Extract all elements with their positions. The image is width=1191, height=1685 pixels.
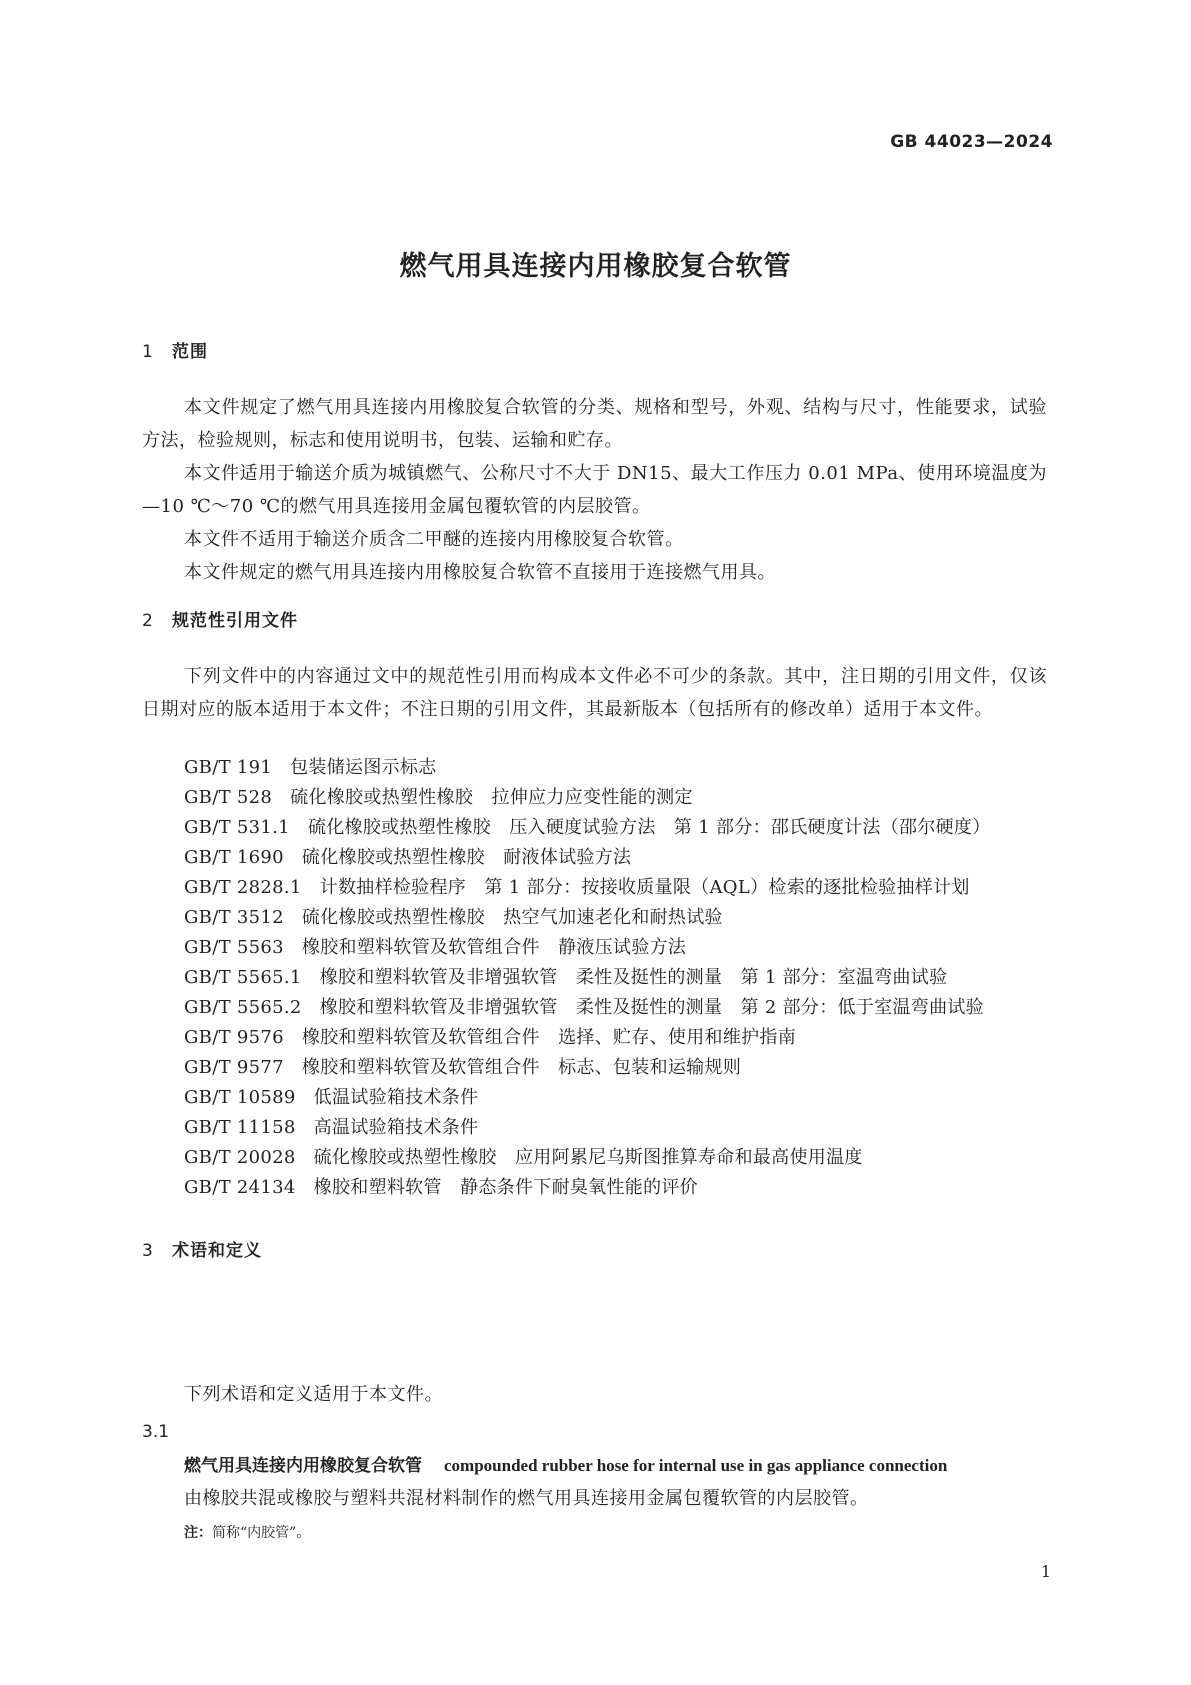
- reference-item: [184, 1142, 863, 1174]
- reference-code: GB/T 5563: [184, 937, 284, 958]
- reference-title: 硫化橡胶或热塑性橡胶 拉伸应力应变性能的测定: [290, 787, 693, 808]
- reference-title: 橡胶和塑料软管 静态条件下耐臭氧性能的评价: [313, 1177, 698, 1198]
- reference-code: GB/T 5565.1: [184, 967, 302, 988]
- reference-item: [184, 752, 437, 784]
- scope-paragraph: 本文件不适用于输送介质含二甲醚的连接内用橡胶复合软管。: [184, 529, 684, 550]
- reference-title: 包装储运图示标志: [290, 757, 437, 778]
- reference-code: GB/T 5565.2: [184, 997, 302, 1018]
- section-3-heading: [142, 1236, 262, 1261]
- reference-code: GB/T 10589: [184, 1087, 296, 1108]
- reference-title: 低温试验箱技术条件: [313, 1087, 479, 1108]
- reference-item: [184, 1052, 741, 1084]
- section-number: 2: [142, 611, 154, 631]
- term-entry: [184, 1451, 947, 1476]
- reference-item: [184, 1082, 478, 1114]
- reference-item: [184, 1172, 698, 1204]
- standard-code: GB 44023—2024: [890, 132, 1053, 152]
- reference-title: 橡胶和塑料软管及软管组合件 选择、贮存、使用和维护指南: [301, 1027, 797, 1048]
- reference-title: 硫化橡胶或热塑性橡胶 压入硬度试验方法 第 1 部分：邵氏硬度计法（邵尔硬度）: [307, 817, 991, 838]
- reference-item: [184, 842, 631, 874]
- reference-item: [184, 962, 947, 994]
- reference-item: [184, 812, 991, 844]
- reference-title: 橡胶和塑料软管及非增强软管 柔性及挺性的测量 第 1 部分：室温弯曲试验: [319, 967, 948, 988]
- reference-item: [184, 1022, 796, 1054]
- reference-code: GB/T 2828.1: [184, 877, 302, 898]
- normative-refs-intro: 下列文件中的内容通过文中的规范性引用而构成本文件必不可少的条款。其中，注日期的引用文件，仅该日期对应的版本适用于本文件；不注日期的引用文件，其最新版本（包括所有的修改单）适用于本文件。: [142, 666, 1047, 720]
- scope-paragraph: 本文件适用于输送介质为城镇燃气、公称尺寸不大于 DN15、最大工作压力 0.01 MPa、使用环境温度为—10 ℃～70 ℃的燃气用具连接用金属包覆软管的内层胶管。: [142, 463, 1047, 517]
- term-definition: 由橡胶共混或橡胶与塑料共混材料制作的燃气用具连接用金属包覆软管的内层胶管。: [184, 1488, 869, 1509]
- term-name-zh: 燃气用具连接内用橡胶复合软管: [184, 1456, 422, 1476]
- section-title: 规范性引用文件: [172, 611, 298, 631]
- reference-code: GB/T 528: [184, 787, 273, 808]
- reference-title: 计数抽样检验程序 第 1 部分：按接收质量限（AQL）检索的逐批检验抽样计划: [319, 877, 970, 898]
- reference-title: 硫化橡胶或热塑性橡胶 热空气加速老化和耐热试验: [301, 907, 723, 928]
- terms-intro: 下列术语和定义适用于本文件。: [184, 1384, 443, 1405]
- term-number: 3.1: [142, 1422, 170, 1442]
- section-1-heading: [142, 337, 208, 362]
- section-number: 3: [142, 1241, 154, 1261]
- reference-item: [184, 872, 970, 904]
- reference-title: 橡胶和塑料软管及软管组合件 静液压试验方法: [301, 937, 687, 958]
- reference-code: GB/T 24134: [184, 1177, 296, 1198]
- reference-item: [184, 932, 686, 964]
- section-title: 术语和定义: [172, 1241, 262, 1261]
- reference-code: GB/T 1690: [184, 847, 284, 868]
- scope-paragraph: 本文件规定了燃气用具连接内用橡胶复合软管的分类、规格和型号，外观、结构与尺寸，性能要求，试验方法，检验规则，标志和使用说明书，包装、运输和贮存。: [142, 397, 1047, 451]
- term-name-en: compounded rubber hose for internal use in gas appliance connection: [444, 1456, 948, 1475]
- note-label: 注：: [184, 1525, 212, 1541]
- reference-item: [184, 1112, 478, 1144]
- reference-title: 硫化橡胶或热塑性橡胶 应用阿累尼乌斯图推算寿命和最高使用温度: [313, 1147, 863, 1168]
- section-number: 1: [142, 342, 154, 362]
- reference-item: [184, 782, 693, 814]
- reference-code: GB/T 3512: [184, 907, 284, 928]
- reference-code: GB/T 11158: [184, 1117, 296, 1138]
- reference-title: 橡胶和塑料软管及非增强软管 柔性及挺性的测量 第 2 部分：低于室温弯曲试验: [319, 997, 984, 1018]
- reference-item: [184, 902, 723, 934]
- term-note: [184, 1522, 310, 1542]
- reference-code: GB/T 191: [184, 757, 273, 778]
- reference-title: 高温试验箱技术条件: [313, 1117, 479, 1138]
- page-number: 1: [1040, 1562, 1051, 1581]
- section-2-heading: [142, 606, 298, 631]
- scope-paragraph: 本文件规定的燃气用具连接内用橡胶复合软管不直接用于连接燃气用具。: [184, 562, 776, 583]
- reference-code: GB/T 9576: [184, 1027, 284, 1048]
- reference-item: [184, 992, 984, 1024]
- reference-code: GB/T 9577: [184, 1057, 284, 1078]
- reference-code: GB/T 531.1: [184, 817, 290, 838]
- reference-title: 橡胶和塑料软管及软管组合件 标志、包装和运输规则: [301, 1057, 742, 1078]
- section-title: 范围: [172, 342, 208, 362]
- document-title: 燃气用具连接内用橡胶复合软管: [399, 251, 792, 282]
- reference-title: 硫化橡胶或热塑性橡胶 耐液体试验方法: [301, 847, 632, 868]
- reference-code: GB/T 20028: [184, 1147, 296, 1168]
- note-text: 简称“内胶管”。: [212, 1525, 311, 1541]
